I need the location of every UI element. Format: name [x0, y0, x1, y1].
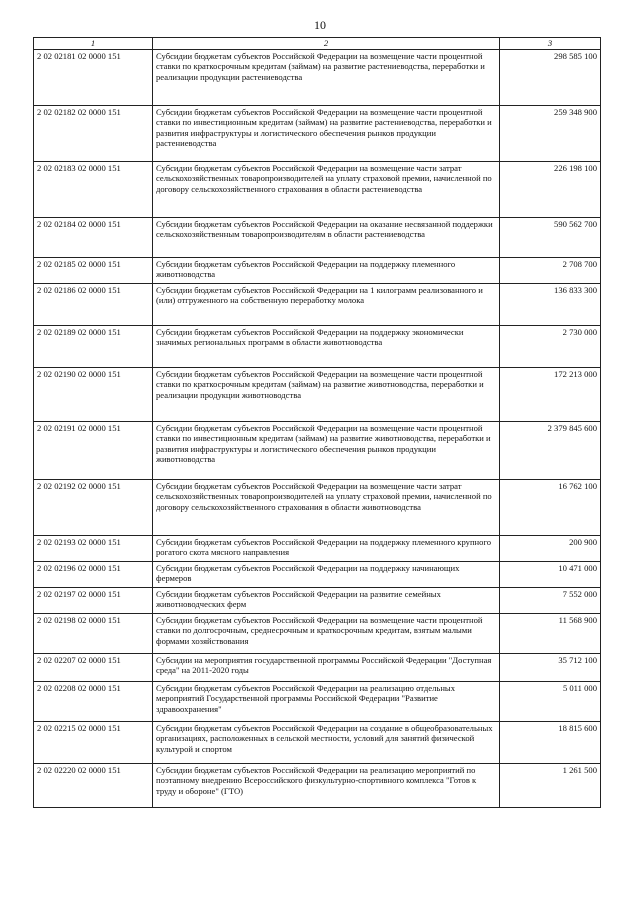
row-code-cell: 2 02 02186 02 0000 151 [34, 284, 153, 326]
row-desc-cell: Субсидии бюджетам субъектов Российской Федерации на поддержку племенного крупного рогатого скота мясного направления [153, 536, 500, 562]
row-code-cell: 2 02 02181 02 0000 151 [34, 50, 153, 106]
row-amount-cell: 7 552 000 [500, 588, 601, 614]
row-desc-cell: Субсидии бюджетам субъектов Российской Федерации на создание в общеобразовательных организациях, расположенных в сельской местности, условий для занятий физической культурой и спортом [153, 722, 500, 764]
table-row [34, 480, 601, 536]
row-amount-cell: 590 562 700 [500, 218, 601, 258]
table-row [34, 422, 601, 480]
row-amount-cell: 16 762 100 [500, 480, 601, 536]
row-code-cell: 2 02 02185 02 0000 151 [34, 258, 153, 284]
budget-table [33, 37, 601, 808]
row-desc-cell: Субсидии бюджетам субъектов Российской Федерации на поддержку экономически значимых региональных программ в области животноводства [153, 326, 500, 368]
table-row [34, 536, 601, 562]
row-desc-cell: Субсидии бюджетам субъектов Российской Федерации на возмещение части процентной ставки по краткосрочным кредитам (займам) на развитие растениеводства, переработки и реализации продукции растениеводства [153, 50, 500, 106]
row-amount-cell: 200 900 [500, 536, 601, 562]
row-code-cell: 2 02 02207 02 0000 151 [34, 654, 153, 682]
table-row [34, 368, 601, 422]
row-amount-cell: 226 198 100 [500, 162, 601, 218]
row-code-cell: 2 02 02196 02 0000 151 [34, 562, 153, 588]
table-row [34, 106, 601, 162]
row-code-cell: 2 02 02193 02 0000 151 [34, 536, 153, 562]
row-desc-cell: Субсидии бюджетам субъектов Российской Федерации на возмещение части процентной ставки по краткосрочным кредитам (займам) на развитие животноводства, переработки и реализации продукции животноводства [153, 368, 500, 422]
row-desc-cell: Субсидии бюджетам субъектов Российской Федерации на поддержку начинающих фермеров [153, 562, 500, 588]
row-desc-cell: Субсидии бюджетам субъектов Российской Федерации на возмещение части процентной ставки по инвестиционным кредитам (займам) на развитие животноводства, переработки и развития инфраструктуры и логистического обеспечения рынков продукции животноводства [153, 422, 500, 480]
header-col-2: 2 [153, 38, 500, 50]
table-row [34, 50, 601, 106]
row-code-cell: 2 02 02197 02 0000 151 [34, 588, 153, 614]
table-row [34, 682, 601, 722]
row-amount-cell: 259 348 900 [500, 106, 601, 162]
row-desc-cell: Субсидии бюджетам субъектов Российской Федерации на развитие семейных животноводческих ферм [153, 588, 500, 614]
row-amount-cell: 11 568 900 [500, 614, 601, 654]
table-row [34, 722, 601, 764]
row-code-cell: 2 02 02191 02 0000 151 [34, 422, 153, 480]
row-amount-cell: 35 712 100 [500, 654, 601, 682]
table-row [34, 326, 601, 368]
row-desc-cell: Субсидии бюджетам субъектов Российской Федерации на оказание несвязанной поддержки сельскохозяйственным товаропроизводителям в области растениеводства [153, 218, 500, 258]
row-desc-cell: Субсидии бюджетам субъектов Российской Федерации на реализацию мероприятий по поэтапному внедрению Всероссийского физкультурно-спортивного комплекса "Готов к труду и обороне" (ГТО) [153, 764, 500, 808]
header-col-1: 1 [34, 38, 153, 50]
row-code-cell: 2 02 02220 02 0000 151 [34, 764, 153, 808]
row-amount-cell: 18 815 600 [500, 722, 601, 764]
row-amount-cell: 1 261 500 [500, 764, 601, 808]
row-desc-cell: Субсидии бюджетам субъектов Российской Федерации на возмещение части процентной ставки по долгосрочным, среднесрочным и краткосрочным кредитам, взятым малыми формами хозяйствования [153, 614, 500, 654]
row-desc-cell: Субсидии на мероприятия государственной программы Российской Федерации "Доступная среда" на 2011-2020 годы [153, 654, 500, 682]
row-amount-cell: 5 011 000 [500, 682, 601, 722]
row-desc-cell: Субсидии бюджетам субъектов Российской Федерации на реализацию отдельных мероприятий Государственной программы Российской Федерации "Развитие здравоохранения" [153, 682, 500, 722]
row-amount-cell: 172 213 000 [500, 368, 601, 422]
row-desc-cell: Субсидии бюджетам субъектов Российской Федерации на возмещение части затрат сельскохозяйственных товаропроизводителей на уплату страховой премии, начисленной по договору сельскохозяйственного страхования в области растениеводства [153, 162, 500, 218]
row-code-cell: 2 02 02184 02 0000 151 [34, 218, 153, 258]
row-desc-cell: Субсидии бюджетам субъектов Российской Федерации на возмещение части процентной ставки по инвестиционным кредитам (займам) на развитие растениеводства, переработки и развития инфраструктуры и логистического обеспечения рынков продукции растениеводства [153, 106, 500, 162]
table-row [34, 654, 601, 682]
row-desc-cell: Субсидии бюджетам субъектов Российской Федерации на возмещение части затрат сельскохозяйственных товаропроизводителей на уплату страховой премии, начисленной по договору сельскохозяйственного страхования в области животноводства [153, 480, 500, 536]
row-amount-cell: 2 730 000 [500, 326, 601, 368]
row-code-cell: 2 02 02208 02 0000 151 [34, 682, 153, 722]
table-row [34, 614, 601, 654]
row-code-cell: 2 02 02190 02 0000 151 [34, 368, 153, 422]
table-row [34, 284, 601, 326]
header-col-3: 3 [500, 38, 601, 50]
header-row [34, 38, 601, 50]
row-desc-cell: Субсидии бюджетам субъектов Российской Федерации на поддержку племенного животноводства [153, 258, 500, 284]
row-amount-cell: 10 471 000 [500, 562, 601, 588]
row-amount-cell: 298 585 100 [500, 50, 601, 106]
table-row [34, 258, 601, 284]
row-code-cell: 2 02 02183 02 0000 151 [34, 162, 153, 218]
table-row [34, 218, 601, 258]
row-amount-cell: 2 379 845 600 [500, 422, 601, 480]
row-amount-cell: 2 708 700 [500, 258, 601, 284]
table-row [34, 588, 601, 614]
page-number: 10 [314, 18, 326, 32]
row-desc-cell: Субсидии бюджетам субъектов Российской Федерации на 1 килограмм реализованного и (или) отгруженного на собственную переработку молока [153, 284, 500, 326]
row-code-cell: 2 02 02215 02 0000 151 [34, 722, 153, 764]
row-code-cell: 2 02 02192 02 0000 151 [34, 480, 153, 536]
row-amount-cell: 136 833 300 [500, 284, 601, 326]
table-row [34, 562, 601, 588]
row-code-cell: 2 02 02198 02 0000 151 [34, 614, 153, 654]
table-row [34, 764, 601, 808]
table-row [34, 162, 601, 218]
row-code-cell: 2 02 02189 02 0000 151 [34, 326, 153, 368]
row-code-cell: 2 02 02182 02 0000 151 [34, 106, 153, 162]
